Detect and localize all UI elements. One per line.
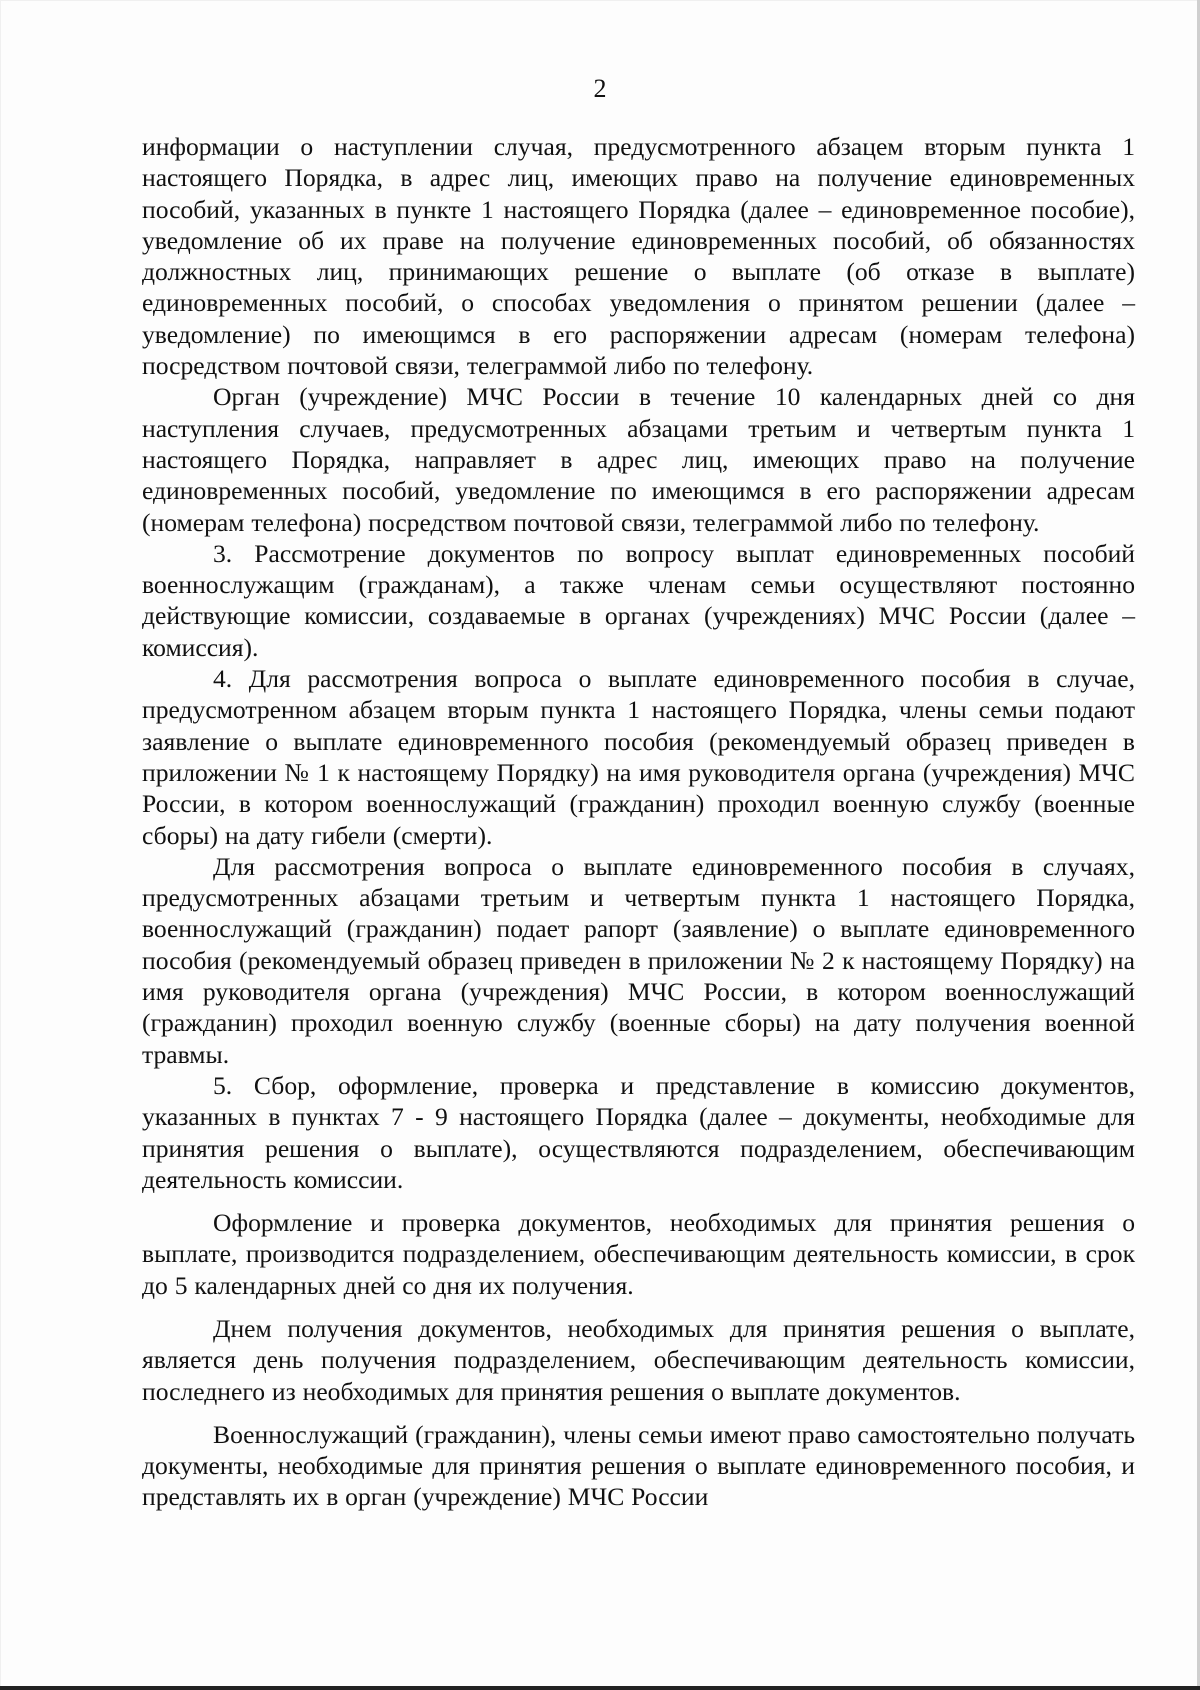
paragraph-document-verification: Оформление и проверка документов, необходимых для принятия решения о выплате, производится подразделением, обеспечивающим деятельность комиссии, в срок до 5 календарных дней со дня их получения.: [142, 1208, 1135, 1300]
paragraph-item-4-family-application: 4. Для рассмотрения вопроса о выплате единовременного пособия в случае, предусмотренном абзацем вторым пункта 1 настоящего Порядка, члены семьи подают заявление о выплате единовременного пособия (рекомендуемый образец приведен в приложении № 1 к настоящему Порядку) на имя руководителя органа (учреждения) МЧС России, в котором военнослужащий (гражданин) проходил военную службу (военные сборы) на дату гибели (смерти).: [142, 664, 1135, 850]
document-body: [142, 131, 1135, 1513]
scan-bottom-edge: [0, 1686, 1200, 1690]
paragraph-item-3-commission: 3. Рассмотрение документов по вопросу выплат единовременных пособий военнослужащим (гражданам), а также членам семьи осуществляют постоянно действующие комиссии, создаваемые в органах (учреждениях) МЧС России (далее – комиссия).: [142, 538, 1135, 662]
paragraph-receipt-date: Днем получения документов, необходимых для принятия решения о выплате, является день получения подразделением, обеспечивающим деятельность комиссии, последнего из необходимых для принятия решения о выплате документов.: [142, 1313, 1135, 1406]
paragraph-item-4-serviceman-report: Для рассмотрения вопроса о выплате единовременного пособия в случаях, предусмотренных абзацами третьим и четвертым пункта 1 настоящего Порядка, военнослужащий (гражданин) подает рапорт (заявление) о выплате единовременного пособия (рекомендуемый образец приведен в приложении № 2 к настоящему Порядку) на имя руководителя органа (учреждения) МЧС России, в котором военнослужащий (гражданин) проходил военную службу (военные сборы) на дату получения военной травмы.: [142, 851, 1135, 1069]
paragraph-continuation: информации о наступлении случая, предусмотренного абзацем вторым пункта 1 настоящего Порядка, в адрес лиц, имеющих право на получение единовременных пособий, указанных в пункте 1 настоящего Порядка (далее – единовременное пособие), уведомление об их праве на получение единовременных пособий, об обязанностях должностных лиц, принимающих решение о выплате (об отказе в выплате) единовременных пособий, о способах уведомления о принятом решении (далее – уведомление) по имеющимся в его распоряжении адресам (номерам телефона) посредством почтовой связи, телеграммой либо по телефону.: [142, 132, 1135, 381]
page-number: 2: [593, 74, 607, 103]
paragraph-item-5-document-collection: 5. Сбор, оформление, проверка и представление в комиссию документов, указанных в пунктах 7 - 9 настоящего Порядка (далее – документы, необходимые для принятия решения о выплате), осуществляются подразделением, обеспечивающим деятельность комиссии.: [142, 1070, 1135, 1194]
paragraph-self-submission: Военнослужащий (гражданин), члены семьи имеют право самостоятельно получать документы, необходимые для принятия решения о выплате единовременного пособия, и представлять их в орган (учреждение) МЧС России: [142, 1419, 1135, 1512]
paragraph-notification-periods: Орган (учреждение) МЧС России в течение 10 календарных дней со дня наступления случаев, предусмотренных абзацами третьим и четвертым пункта 1 настоящего Порядка, направляет в адрес лиц, имеющих право на получение единовременных пособий, уведомление по имеющимся в его распоряжении адресам (номерам телефона) посредством почтовой связи, телеграммой либо по телефону.: [142, 382, 1135, 537]
